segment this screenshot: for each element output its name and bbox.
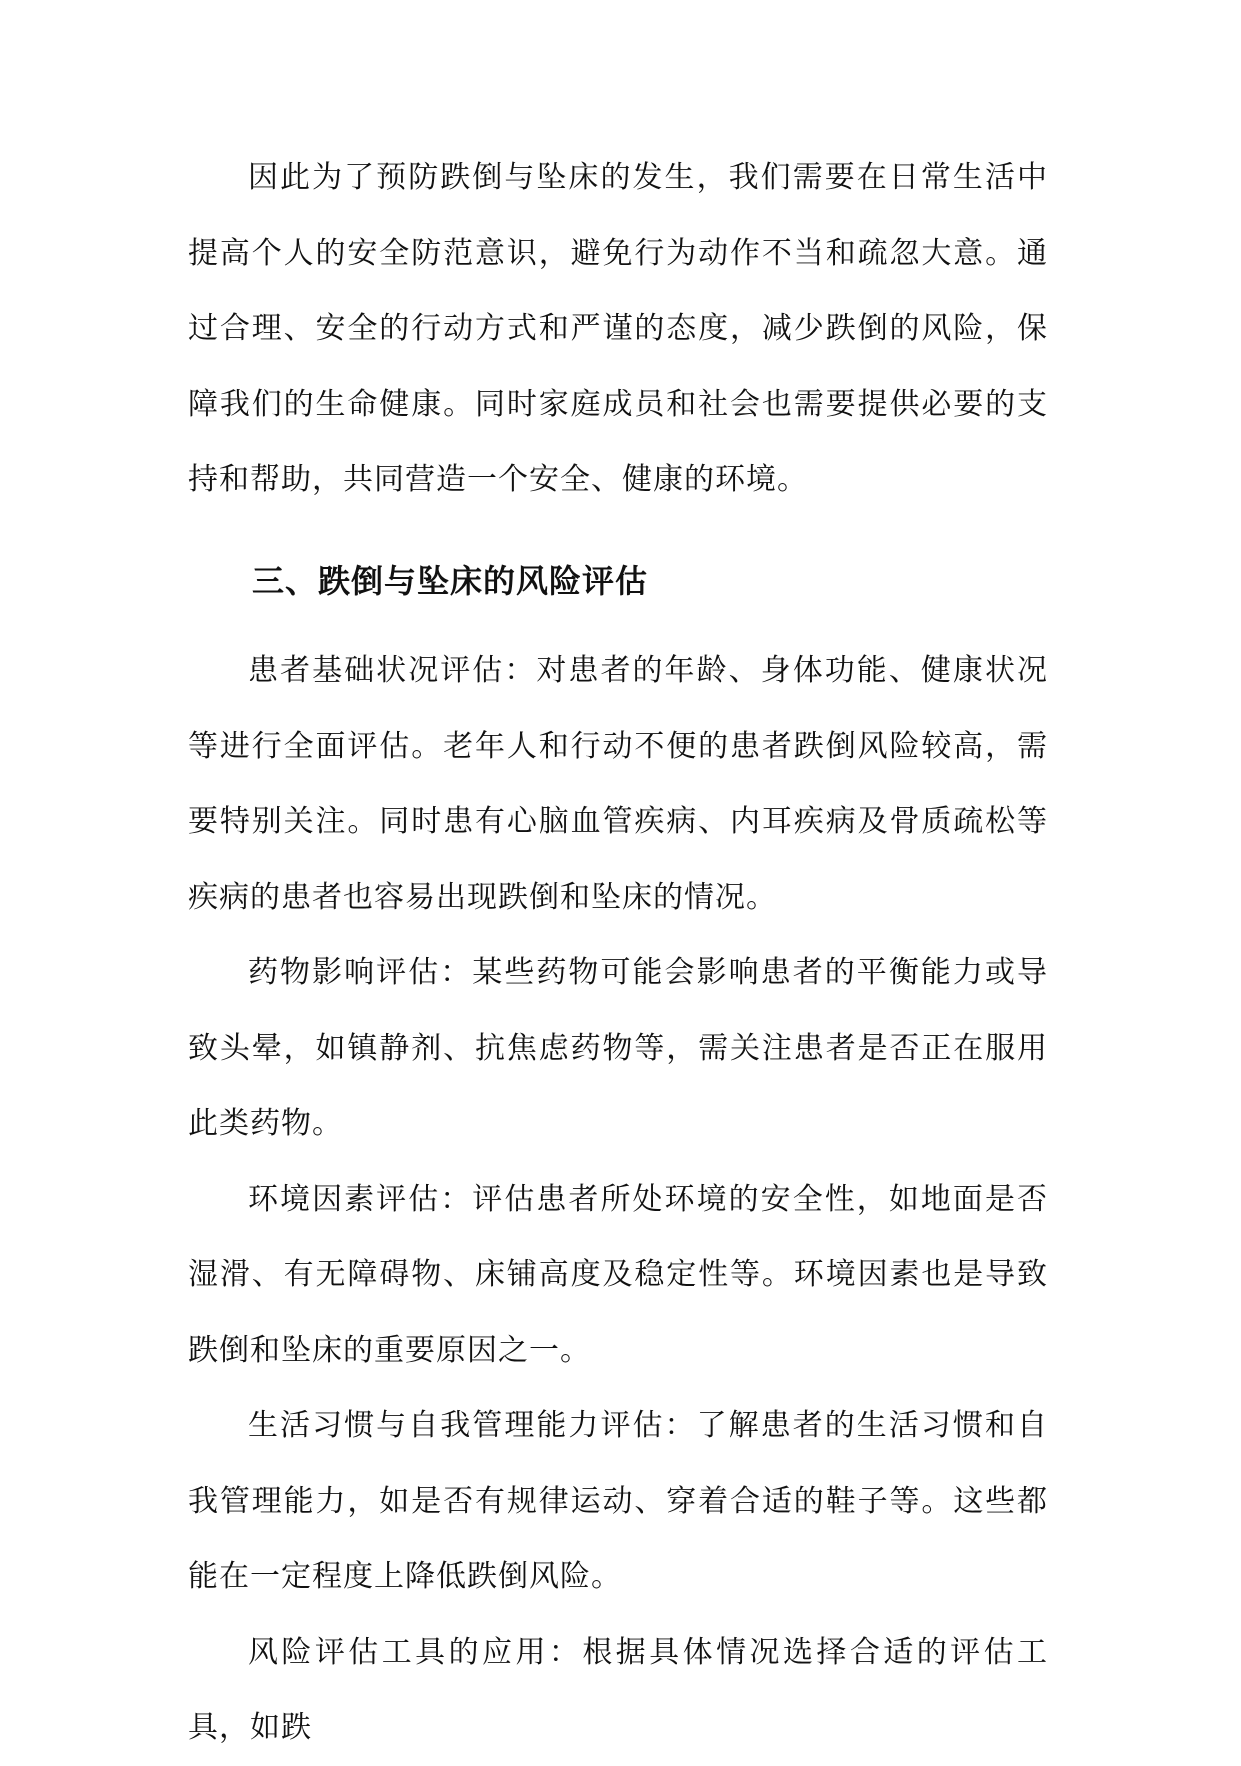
document-body: [188, 140, 1048, 1766]
paragraph-medication-assessment: 药物影响评估：某些药物可能会影响患者的平衡能力或导致头晕，如镇静剂、抗焦虑药物等，需关注患者是否正在服用此类药物。: [188, 955, 1048, 1141]
paragraph-assessment-tools: 风险评估工具的应用：根据具体情况选择合适的评估工具，如跌: [188, 1634, 1048, 1745]
paragraph-patient-baseline-assessment: 患者基础状况评估：对患者的年龄、身体功能、健康状况等进行全面评估。老年人和行动不便的患者跌倒风险较高，需要特别关注。同时患有心脑血管疾病、内耳疾病及骨质疏松等疾病的患者也容易出现跌倒和坠床的情况。: [188, 653, 1048, 915]
section-heading-risk-assessment: 三、跌倒与坠床的风险评估: [252, 561, 649, 600]
paragraph-environment-assessment: 环境因素评估：评估患者所处环境的安全性，如地面是否湿滑、有无障碍物、床铺高度及稳定性等。环境因素也是导致跌倒和坠床的重要原因之一。: [188, 1181, 1048, 1368]
paragraph-habits-assessment: 生活习惯与自我管理能力评估：了解患者的生活习惯和自我管理能力，如是否有规律运动、穿着合适的鞋子等。这些都能在一定程度上降低跌倒风险。: [188, 1408, 1048, 1594]
paragraph-prevention-summary: 因此为了预防跌倒与坠床的发生，我们需要在日常生活中提高个人的安全防范意识，避免行为动作不当和疏忽大意。通过合理、安全的行动方式和严谨的态度，减少跌倒的风险，保障我们的生命健康。同时家庭成员和社会也需要提供必要的支持和帮助，共同营造一个安全、健康的环境。: [188, 160, 1048, 497]
